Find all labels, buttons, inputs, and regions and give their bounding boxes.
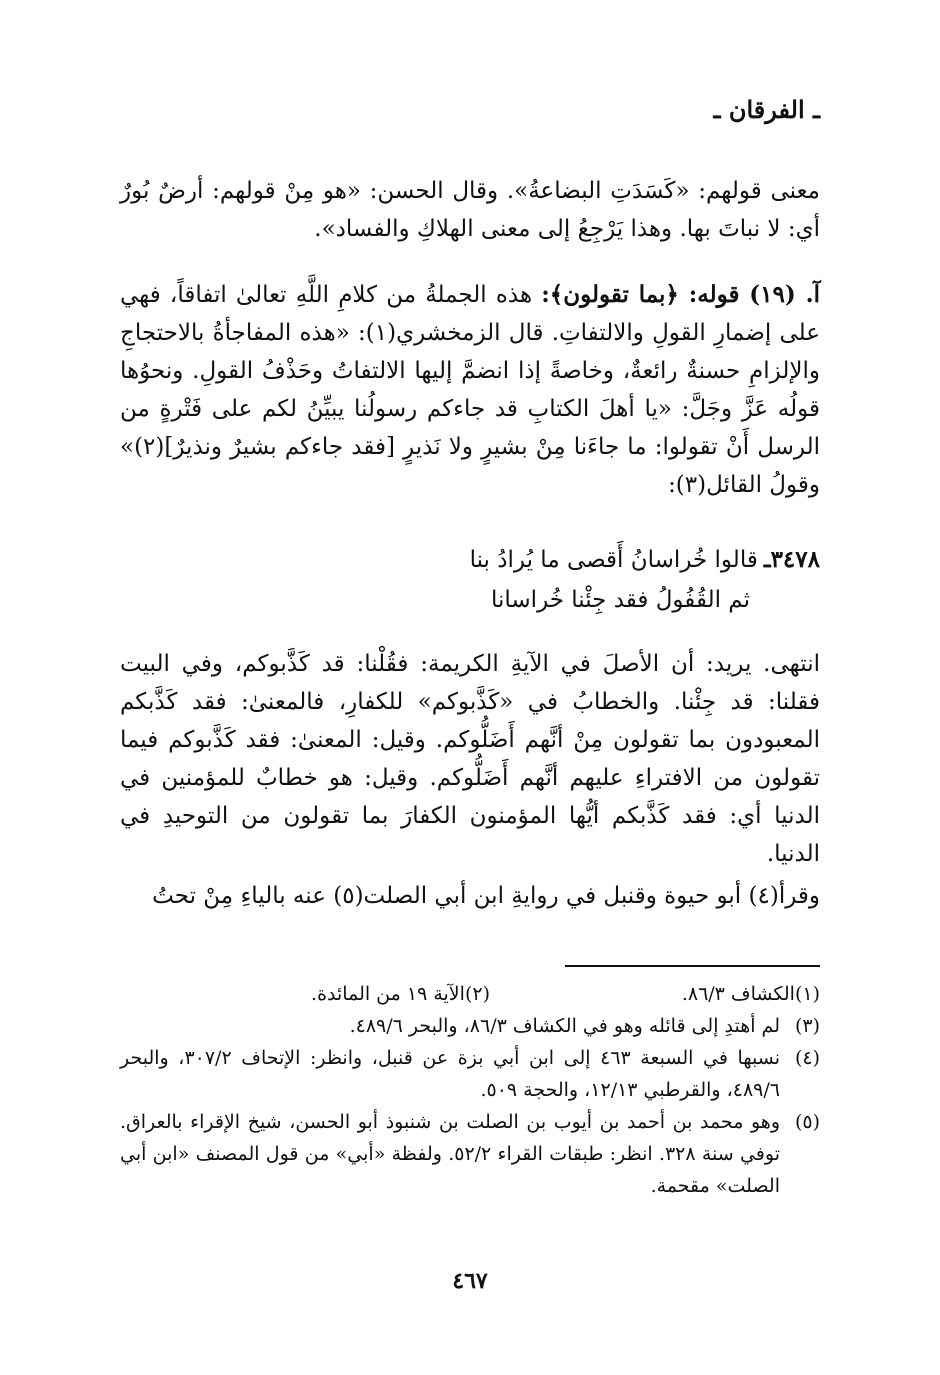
footnote-2 bbox=[160, 978, 490, 1010]
paragraph-1: معنى قولهم: «كَسَدَتِ البضاعةُ». وقال الحسن: «هو مِنْ قولهم: أرضٌ بُورٌ أي: لا نباتَ بها. وهذا يَرْجِعُ إلى معنى الهلاكِ والفساد». bbox=[120, 178, 820, 242]
footnote-text: لم أهتدِ إلى قائله وهو في الكشاف ٨٦/٣، والبحر ٤٨٩/٦. bbox=[349, 1015, 780, 1037]
footnote-separator bbox=[565, 965, 820, 967]
footnote-number: (٢) bbox=[464, 983, 490, 1005]
footnote-text: نسبها في السبعة ٤٦٣ إلى ابن أبي بزة عن قنبل، وانظر: الإتحاف ٣٠٧/٢، والبحر ٤٨٩/٦، والقرطبي ١٢/١٣، والحجة ٥٠٩. bbox=[120, 1047, 780, 1101]
verse-hemistich-1: قالوا خُراسانُ أَقصى ما يُرادُ بنا bbox=[469, 547, 758, 573]
verse-commentary-lead: آ. (١٩) قوله: ﴿بما تقولون﴾: bbox=[541, 281, 821, 308]
paragraph-4: وقرأ(٤) أبو حيوة وقنبل في روايةِ ابن أبي الصلت(٥) عنه بالياءِ مِنْ تحتُ bbox=[152, 883, 820, 909]
footnote-number: (٣) bbox=[794, 1015, 820, 1037]
footnote-number: (٥) bbox=[794, 1111, 820, 1133]
footnote-row-1-2 bbox=[120, 978, 820, 1010]
footnote-number: (٤) bbox=[794, 1047, 820, 1069]
footnotes bbox=[120, 978, 820, 1202]
footnote-5 bbox=[120, 1106, 820, 1202]
footnote-1 bbox=[490, 978, 820, 1010]
footnote-number: (١) bbox=[794, 983, 820, 1005]
footnote-3 bbox=[120, 1010, 820, 1042]
verse-line-2 bbox=[120, 580, 820, 620]
verse-hemistich-2: ثم القُفُولُ فقد جِئْنا خُراسانا bbox=[490, 587, 750, 613]
footnote-4 bbox=[120, 1042, 820, 1106]
poetry-verse bbox=[120, 540, 820, 620]
verse-number: ٣٤٧٨ـ bbox=[763, 546, 820, 573]
page-number: ٤٦٧ bbox=[452, 1268, 488, 1294]
verse-line-1 bbox=[120, 540, 820, 580]
paragraph-3: انتهى. يريد: أن الأصلَ في الآيةِ الكريمة: فقُلْنا: قد كَذَّبوكم، وفي البيت فقلنا: قد جِئْنا. والخطابُ في «كَذَّبوكم» للكفارِ، فالمعنىٰ: فقد كَذَّبكم المعبودون بما تقولون مِنْ أنَّهم أَضَلُّوكم. وقيل: المعنىٰ: فقد كَذَّبوكم فيما تقولون من الافتراءِ عليهم أنَّهم أَضَلُّوكم. وقيل: هو خطابٌ للمؤمنين في الدنيا أي: فقد كَذَّبكم أيُّها المؤمنون الكفارَ بما تقولون من التوحيدِ في الدنيا. bbox=[120, 651, 820, 867]
footnote-text: وهو محمد بن أحمد بن أيوب بن الصلت بن شنبوذ أبو الحسن، شيخ الإقراء بالعراق. توفي سنة ٣٢٨. انظر: طبقات القراء ٥٢/٢. ولفظة «أبي» من قول المصنف «ابن أبي الصلت» مقحمة. bbox=[120, 1111, 780, 1197]
footnote-text: الآية ١٩ من المائدة. bbox=[311, 983, 465, 1005]
paragraph-2 bbox=[120, 276, 820, 504]
paragraph-2-text: هذه الجملةُ من كلامِ اللَّهِ تعالىٰ اتفاقاً، فهي على إضمارِ القولِ والالتفاتِ. قال الزمخشري(١): «هذه المفاجأةُ بالاحتجاجِ والإلزامِ حسنةٌ رائعةٌ، وخاصةً إذا انضمَّ إليها الالتفاتُ وحَذْفُ القولِ. ونحوُها قولُه عَزَّ وجَلَّ: «يا أهلَ الكتابِ قد جاءكم رسولُنا يبيِّنُ لكم على فَتْرةٍ من الرسل أَنْ تقولوا: ما جاءَنا مِنْ بشيرٍ ولا نَذيرٍ [فقد جاءكم بشيرٌ ونذيرٌ](٢)» وقولُ القائل(٣): bbox=[120, 282, 821, 498]
footnote-text: الكشاف ٨٦/٣. bbox=[681, 983, 795, 1005]
running-header: ـ الفرقان ـ bbox=[713, 95, 820, 124]
